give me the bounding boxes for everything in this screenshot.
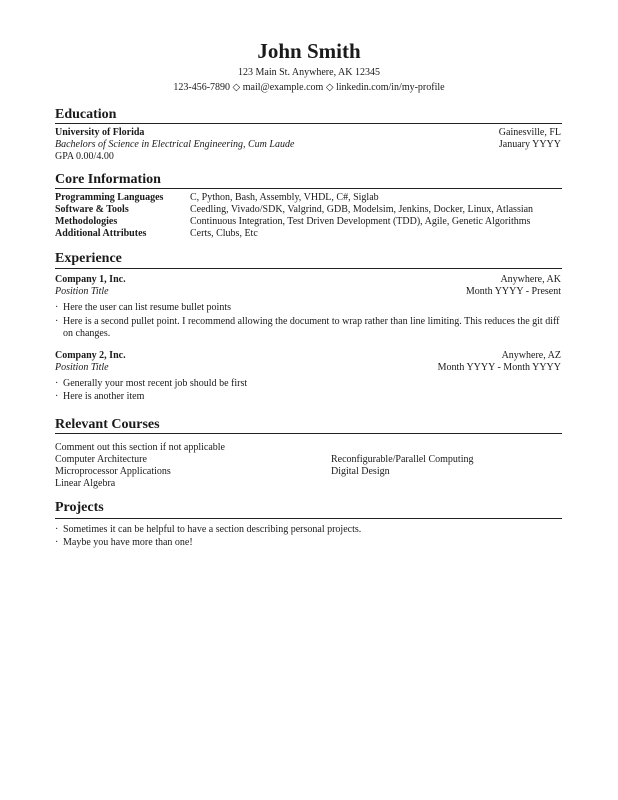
address-line: 123 Main St. Anywhere, AK 12345 (238, 67, 380, 78)
position-title: Position Title (55, 286, 109, 297)
section-title-projects: Projects (55, 500, 104, 515)
core-label: Additional Attributes (55, 228, 147, 239)
section-divider (55, 123, 562, 124)
job-bullet: Here is another item (63, 391, 145, 402)
courses-note: Comment out this section if not applicable (55, 442, 225, 453)
bullet-marker: · (55, 316, 59, 327)
gpa: GPA 0.00/4.00 (55, 151, 114, 162)
section-divider (55, 518, 562, 519)
course-item: Microprocessor Applications (55, 466, 171, 477)
position-title: Position Title (55, 362, 109, 373)
bullet-marker: · (55, 391, 59, 402)
resume-name: John Smith (257, 39, 361, 63)
graduation-date: January YYYY (498, 139, 561, 150)
bullet-marker: · (55, 524, 59, 535)
core-label: Software & Tools (55, 204, 129, 215)
company-name: Company 1, Inc. (55, 274, 126, 285)
job-dates: Month YYYY - Present (465, 286, 561, 297)
core-value: Certs, Clubs, Etc (190, 228, 258, 239)
section-title-experience: Experience (55, 251, 122, 266)
core-value: Continuous Integration, Test Driven Development (TDD), Agile, Genetic Algorithms (190, 216, 531, 227)
job-location: Anywhere, AZ (501, 350, 561, 361)
course-item: Computer Architecture (55, 454, 147, 465)
school-location: Gainesville, FL (498, 127, 561, 138)
company-name: Company 2, Inc. (55, 350, 126, 361)
project-item: Maybe you have more than one! (63, 537, 193, 548)
section-title-core-information: Core Information (55, 172, 161, 187)
job-bullet-continuation: on changes. (63, 328, 111, 339)
project-item: Sometimes it can be helpful to have a section describing personal projects. (63, 524, 362, 535)
course-item: Reconfigurable/Parallel Computing (331, 454, 474, 465)
job-bullet: Here the user can list resume bullet points (63, 302, 232, 313)
section-title-education: Education (55, 107, 117, 122)
section-divider (55, 188, 562, 189)
section-divider (55, 433, 562, 434)
course-item: Digital Design (331, 466, 390, 477)
bullet-marker: · (55, 302, 59, 313)
core-value: C, Python, Bash, Assembly, VHDL, C#, Siglab (190, 192, 379, 203)
core-value: Ceedling, Vivado/SDK, Valgrind, GDB, Modelsim, Jenkins, Docker, Linux, Atlassian (190, 204, 534, 215)
section-divider (55, 268, 562, 269)
core-label: Methodologies (55, 216, 118, 227)
core-label: Programming Languages (55, 192, 164, 203)
bullet-marker: · (55, 537, 59, 548)
section-title-relevant-courses: Relevant Courses (55, 417, 160, 432)
bullet-marker: · (55, 378, 59, 389)
school-name: University of Florida (55, 127, 145, 138)
degree-title: Bachelors of Science in Electrical Engineering, Cum Laude (55, 139, 295, 150)
contact-line: 123-456-7890 ◇ mail@example.com ◇ linkedin.com/in/my-profile (173, 82, 445, 93)
job-location: Anywhere, AK (500, 274, 561, 285)
course-item: Linear Algebra (55, 478, 116, 489)
job-bullet: Generally your most recent job should be first (63, 378, 248, 389)
job-dates: Month YYYY - Month YYYY (437, 362, 561, 373)
job-bullet: Here is a second pullet point. I recommend allowing the document to wrap rather than line limiting. This reduces the git diff (63, 316, 560, 327)
